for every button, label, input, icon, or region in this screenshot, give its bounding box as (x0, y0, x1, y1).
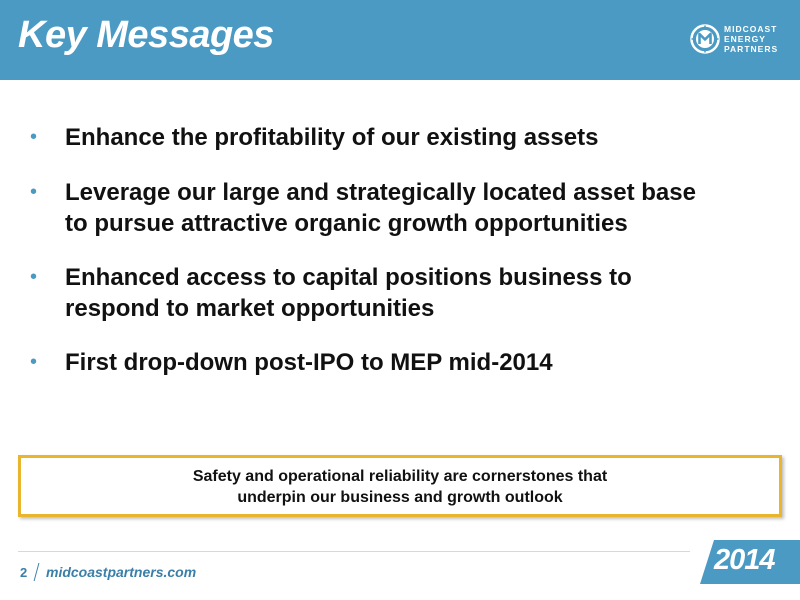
bullet-marker: • (30, 266, 38, 288)
bullet-marker: • (30, 181, 38, 203)
footer-separator (34, 563, 40, 581)
safety-callout-box (18, 455, 782, 517)
page-number: 2 (20, 565, 28, 580)
website-link[interactable]: midcoastpartners.com (46, 564, 197, 580)
logo-line-1: MIDCOAST (724, 24, 778, 34)
year-label: 2014 (714, 544, 775, 576)
list-item (30, 177, 780, 239)
midcoast-m-logo-icon (690, 24, 720, 54)
callout-line-1: Safety and operational reliability are cornerstones that (192, 468, 608, 485)
bullet-text-line-1: Enhanced access to capital positions business to (65, 264, 632, 291)
company-logo (690, 22, 790, 58)
logo-wordmark (724, 24, 778, 54)
bullet-text-line-2: to pursue attractive organic growth opportunities (65, 210, 628, 237)
list-item (30, 347, 780, 378)
header-bar (0, 0, 800, 80)
bullet-text-line-2: respond to market opportunities (65, 295, 435, 322)
callout-line-2: underpin our business and growth outlook (237, 489, 563, 506)
logo-line-2: ENERGY (724, 34, 766, 44)
callout-text (21, 466, 779, 508)
list-item (30, 262, 780, 324)
key-messages-list (30, 122, 780, 378)
footer-divider (18, 551, 690, 552)
page-title: Key Messages (18, 14, 274, 56)
bullet-text: First drop-down post-IPO to MEP mid-2014 (65, 349, 553, 376)
bullet-marker: • (30, 126, 38, 148)
bullet-text-line-1: Leverage our large and strategically located asset base (65, 179, 696, 206)
logo-line-3: PARTNERS (724, 44, 779, 54)
bullet-marker: • (30, 351, 38, 373)
list-item (30, 122, 780, 153)
bullet-text: Enhance the profitability of our existing assets (65, 124, 599, 151)
